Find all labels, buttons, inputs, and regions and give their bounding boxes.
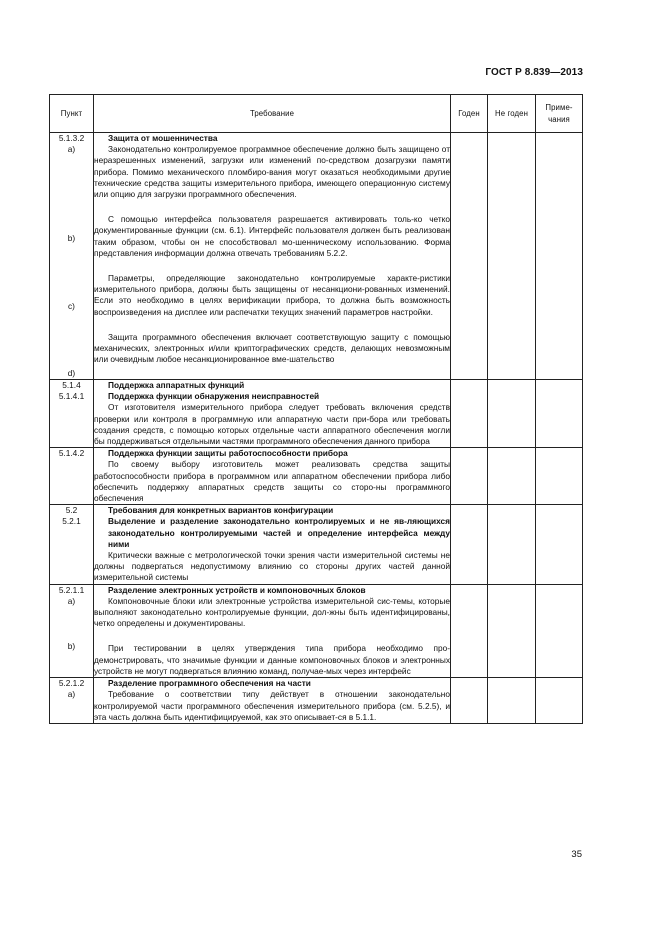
requirement-cell <box>94 133 451 380</box>
item-letter: d) <box>67 367 76 378</box>
invalid-cell <box>488 448 536 505</box>
valid-cell <box>451 448 488 505</box>
document-header: ГОСТ Р 8.839—2013 <box>485 67 583 78</box>
requirement-paragraph: Критически важные с метрологической точки зрения части измерительной системы не должны подвергаться недопустимому влиянию со стороны других частей данной измерительной системы <box>94 550 450 583</box>
requirement-paragraph: С помощью интерфейса пользователя разрешается активировать толь-ко четко документированные функции (см. 6.1). Интерфейс пользователя должен быть реализован таким образом, чтобы он не способствовал мо-шенническому использованию. Форма представления информации должна отвечать требованиям 5.2.2. <box>94 214 450 258</box>
table-row <box>50 505 583 584</box>
item-cell <box>50 380 94 448</box>
valid-cell <box>451 133 488 380</box>
section-title: Разделение электронных устройств и компоновочных блоков <box>108 584 366 595</box>
invalid-cell <box>488 505 536 584</box>
section-title: Требования для конкретных вариантов конфигурации <box>108 505 334 516</box>
table-row <box>50 584 583 677</box>
invalid-cell <box>488 380 536 448</box>
item-number: 5.2.1.1 <box>58 584 85 595</box>
requirements-table <box>49 94 583 724</box>
requirement-cell <box>94 448 451 505</box>
item-number: 5.2 <box>65 505 78 516</box>
item-cell <box>50 505 94 584</box>
item-cell <box>50 133 94 380</box>
item-letter: b) <box>67 641 76 652</box>
section-title: Защита от мошенничества <box>108 133 218 143</box>
table-row <box>50 448 583 505</box>
table-row <box>50 133 583 380</box>
section-title: Разделение программного обеспечения на части <box>108 678 311 689</box>
notes-header-line-1: Приме- <box>545 103 573 113</box>
notes-cell <box>536 678 583 724</box>
column-header-notes <box>536 95 583 133</box>
notes-cell <box>536 133 583 380</box>
table-row <box>50 380 583 448</box>
requirement-paragraph: Требование о соответствии типу действует в отношении законодательно контролируемой части программного обеспечения измерительного прибора (см. 5.2.5), и эта часть должна быть идентифицируемой, как это описывает-ся в 5.1.1. <box>94 689 450 722</box>
table-row <box>50 678 583 724</box>
page-number: 35 <box>571 849 582 860</box>
invalid-cell <box>488 584 536 677</box>
item-letter: b) <box>67 233 76 244</box>
item-cell <box>50 448 94 505</box>
item-cell <box>50 678 94 724</box>
valid-cell <box>451 678 488 724</box>
section-title: Выделение и разделение законодательно контролируемых и не яв-ляющихся законодательно контролируемыми частей и определение интерфейса между ними <box>108 516 450 549</box>
item-letter: a) <box>67 595 76 606</box>
requirement-paragraph: При тестировании в целях утверждения типа прибора необходимо про-демонстрировать, что значимые функции и данные компоновочных блоков и электронных устройств не могут подвергаться влиянию команд, получае-мых через интерфейс <box>94 643 450 676</box>
requirement-paragraph: Компоновочные блоки или электронные устройства измерительной сис-темы, которые выполняют законодательно контролируемые функции, дол-жны быть идентифицированы, четко определены и документированы. <box>94 595 450 629</box>
requirement-paragraph: От изготовителя измерительного прибора следует требовать включения средств проверки или контроля в программную или аппаратную части при-бора или требовать создания средств, с помощью которых отдельные части аппаратного обеспечения могли бы поддерживаться отдельными частями программного обеспечения данного прибора <box>94 402 450 447</box>
valid-cell <box>451 380 488 448</box>
item-number: 5.1.4 <box>62 380 81 391</box>
item-letter: c) <box>68 300 75 311</box>
requirement-paragraph: Параметры, определяющие законодательно контролируемые характе-ристики измерительного прибора, должны быть защищены от несанкциони-рованных изменений. Если это необходимо в целях верификации прибора, то должна быть возможность воспроизведения на дисплее или распечатки текущих значений параметров настройки. <box>94 273 450 317</box>
requirement-paragraph: Законодательно контролируемое программное обеспечение должно быть защищено от неразрешенных изменений, загрузки или изменений по-средством дозагрузки памяти прибора. Помимо механического пломбиро-вания могут оказаться необходимыми другие технические средства защиты измерительного прибора, имеющего операционную систему или опцию для загрузки программного обеспечения. <box>94 144 450 200</box>
notes-cell <box>536 380 583 448</box>
item-number: 5.1.4.2 <box>58 448 85 459</box>
item-number: 5.2.1.2 <box>58 678 85 689</box>
item-letter: a) <box>67 689 76 700</box>
column-header-item: Пункт <box>50 95 94 133</box>
requirement-cell <box>94 584 451 677</box>
requirement-paragraph: По своему выбору изготовитель может реализовать средства защиты работоспособности прибора в программном или аппаратном обеспечении прибора либо обеспечить поддержку аппаратных средств защиты со сторо-ны программного обеспечения <box>94 459 450 504</box>
requirement-cell <box>94 380 451 448</box>
item-letter: a) <box>67 144 76 155</box>
notes-cell <box>536 448 583 505</box>
item-number: 5.1.4.1 <box>58 391 85 402</box>
notes-cell <box>536 505 583 584</box>
valid-cell <box>451 584 488 677</box>
section-title: Поддержка функции защиты работоспособности прибора <box>108 448 348 459</box>
table-header-row <box>50 95 583 133</box>
requirement-paragraph: Защита программного обеспечения включает соответствующую защиту с помощью механических, электронных и/или криптографических средств, делающих невозможным или очевидным любое несанкционированное вме-шательство <box>94 331 450 365</box>
column-header-valid: Годен <box>451 95 488 133</box>
section-title: Поддержка функции обнаружения неисправностей <box>108 391 320 402</box>
section-title: Поддержка аппаратных функций <box>108 380 245 391</box>
notes-header-line-2: чания <box>548 114 570 124</box>
notes-cell <box>536 584 583 677</box>
column-header-invalid: Не годен <box>488 95 536 133</box>
item-cell <box>50 584 94 677</box>
valid-cell <box>451 505 488 584</box>
item-number: 5.2.1 <box>62 516 81 527</box>
invalid-cell <box>488 678 536 724</box>
requirement-cell <box>94 505 451 584</box>
column-header-requirement: Требование <box>94 95 451 133</box>
item-number: 5.1.3.2 <box>58 133 85 143</box>
invalid-cell <box>488 133 536 380</box>
requirement-cell <box>94 678 451 724</box>
